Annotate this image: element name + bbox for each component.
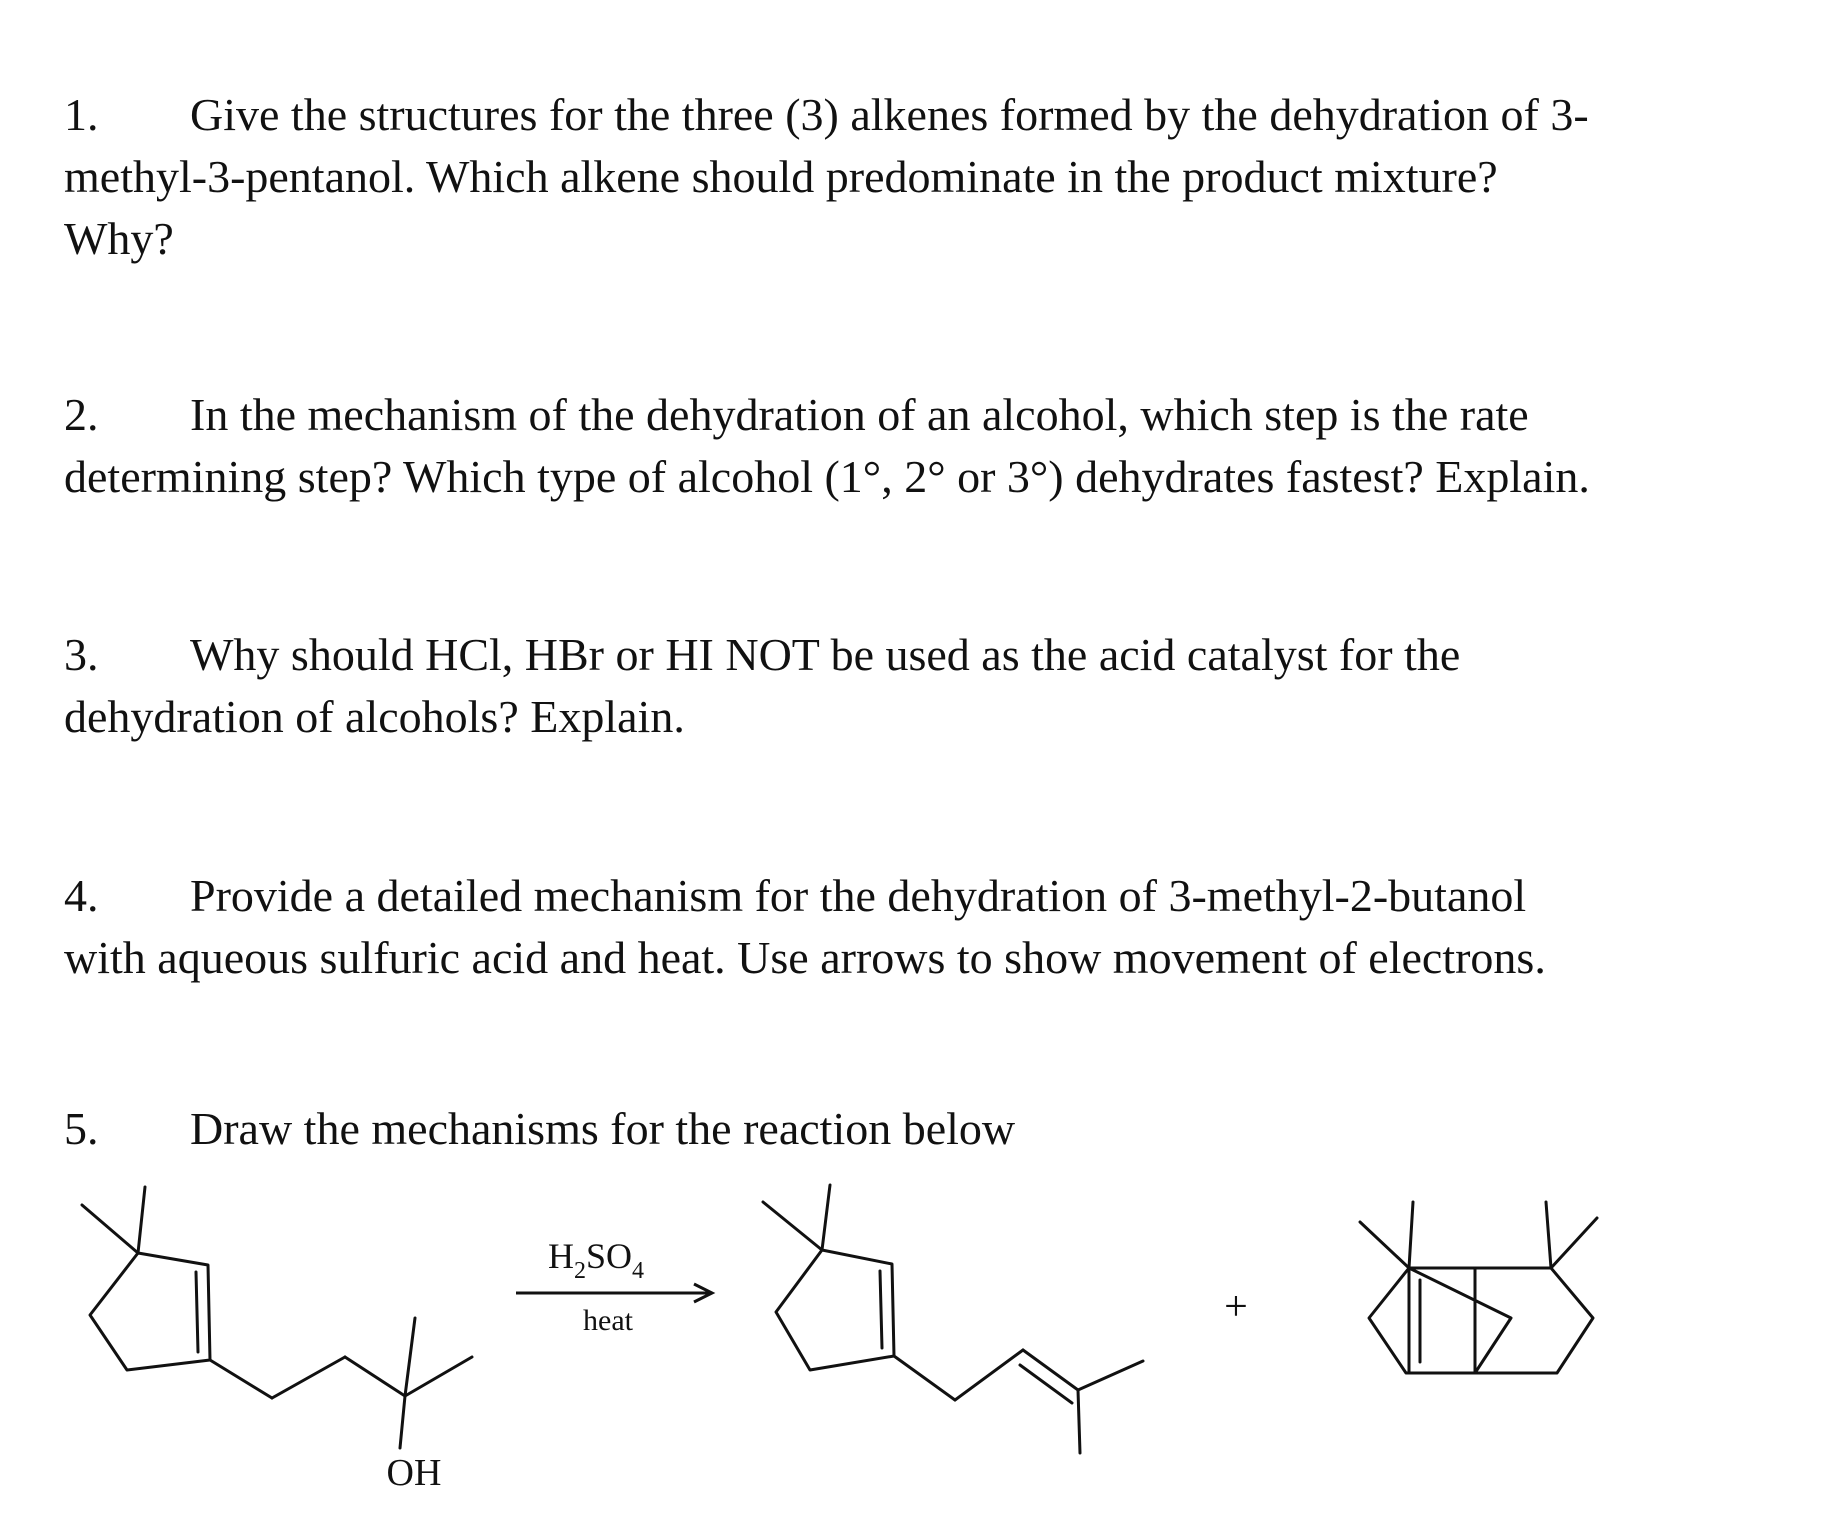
- question-text: with aqueous sulfuric acid and heat. Use arrows to show movement of electrons.: [64, 932, 1546, 983]
- question-1: [64, 84, 1764, 270]
- hydroxyl-label: OH: [386, 1452, 442, 1494]
- plus-sign: +: [1224, 1284, 1248, 1330]
- question-text: Why?: [64, 213, 174, 264]
- reaction-scheme: [0, 1160, 1834, 1500]
- question-text: Give the structures for the three (3) alkenes formed by the dehydration of 3-: [190, 89, 1589, 140]
- question-5: [64, 1098, 1764, 1160]
- question-number: 5.: [64, 1103, 99, 1154]
- question-number: 1.: [64, 89, 99, 140]
- question-text: dehydration of alcohols? Explain.: [64, 691, 685, 742]
- question-2: [64, 384, 1764, 508]
- question-text: Draw the mechanisms for the reaction below: [190, 1103, 1016, 1154]
- condition-label: heat: [583, 1304, 633, 1337]
- reaction-arrow: [516, 1284, 712, 1302]
- question-text: Why should HCl, HBr or HI NOT be used as the acid catalyst for the: [190, 629, 1461, 680]
- question-text: determining step? Which type of alcohol (1°, 2° or 3°) dehydrates fastest? Explain.: [64, 451, 1590, 502]
- question-text: In the mechanism of the dehydration of an alcohol, which step is the rate: [190, 389, 1529, 440]
- question-number: 2.: [64, 389, 99, 440]
- question-text: Provide a detailed mechanism for the dehydration of 3-methyl-2-butanol: [190, 870, 1527, 921]
- question-number: 3.: [64, 629, 99, 680]
- question-number: 4.: [64, 870, 99, 921]
- question-text: methyl-3-pentanol. Which alkene should predominate in the product mixture?: [64, 151, 1498, 202]
- product-1-structure: [763, 1185, 1143, 1453]
- reagent-label: $H_2SO_4$: [548, 1236, 645, 1284]
- reactant-structure: [82, 1187, 472, 1448]
- question-3: [64, 624, 1764, 748]
- reaction-svg: [0, 1160, 1834, 1500]
- question-4: [64, 865, 1764, 989]
- product-2-structure: [1360, 1202, 1597, 1373]
